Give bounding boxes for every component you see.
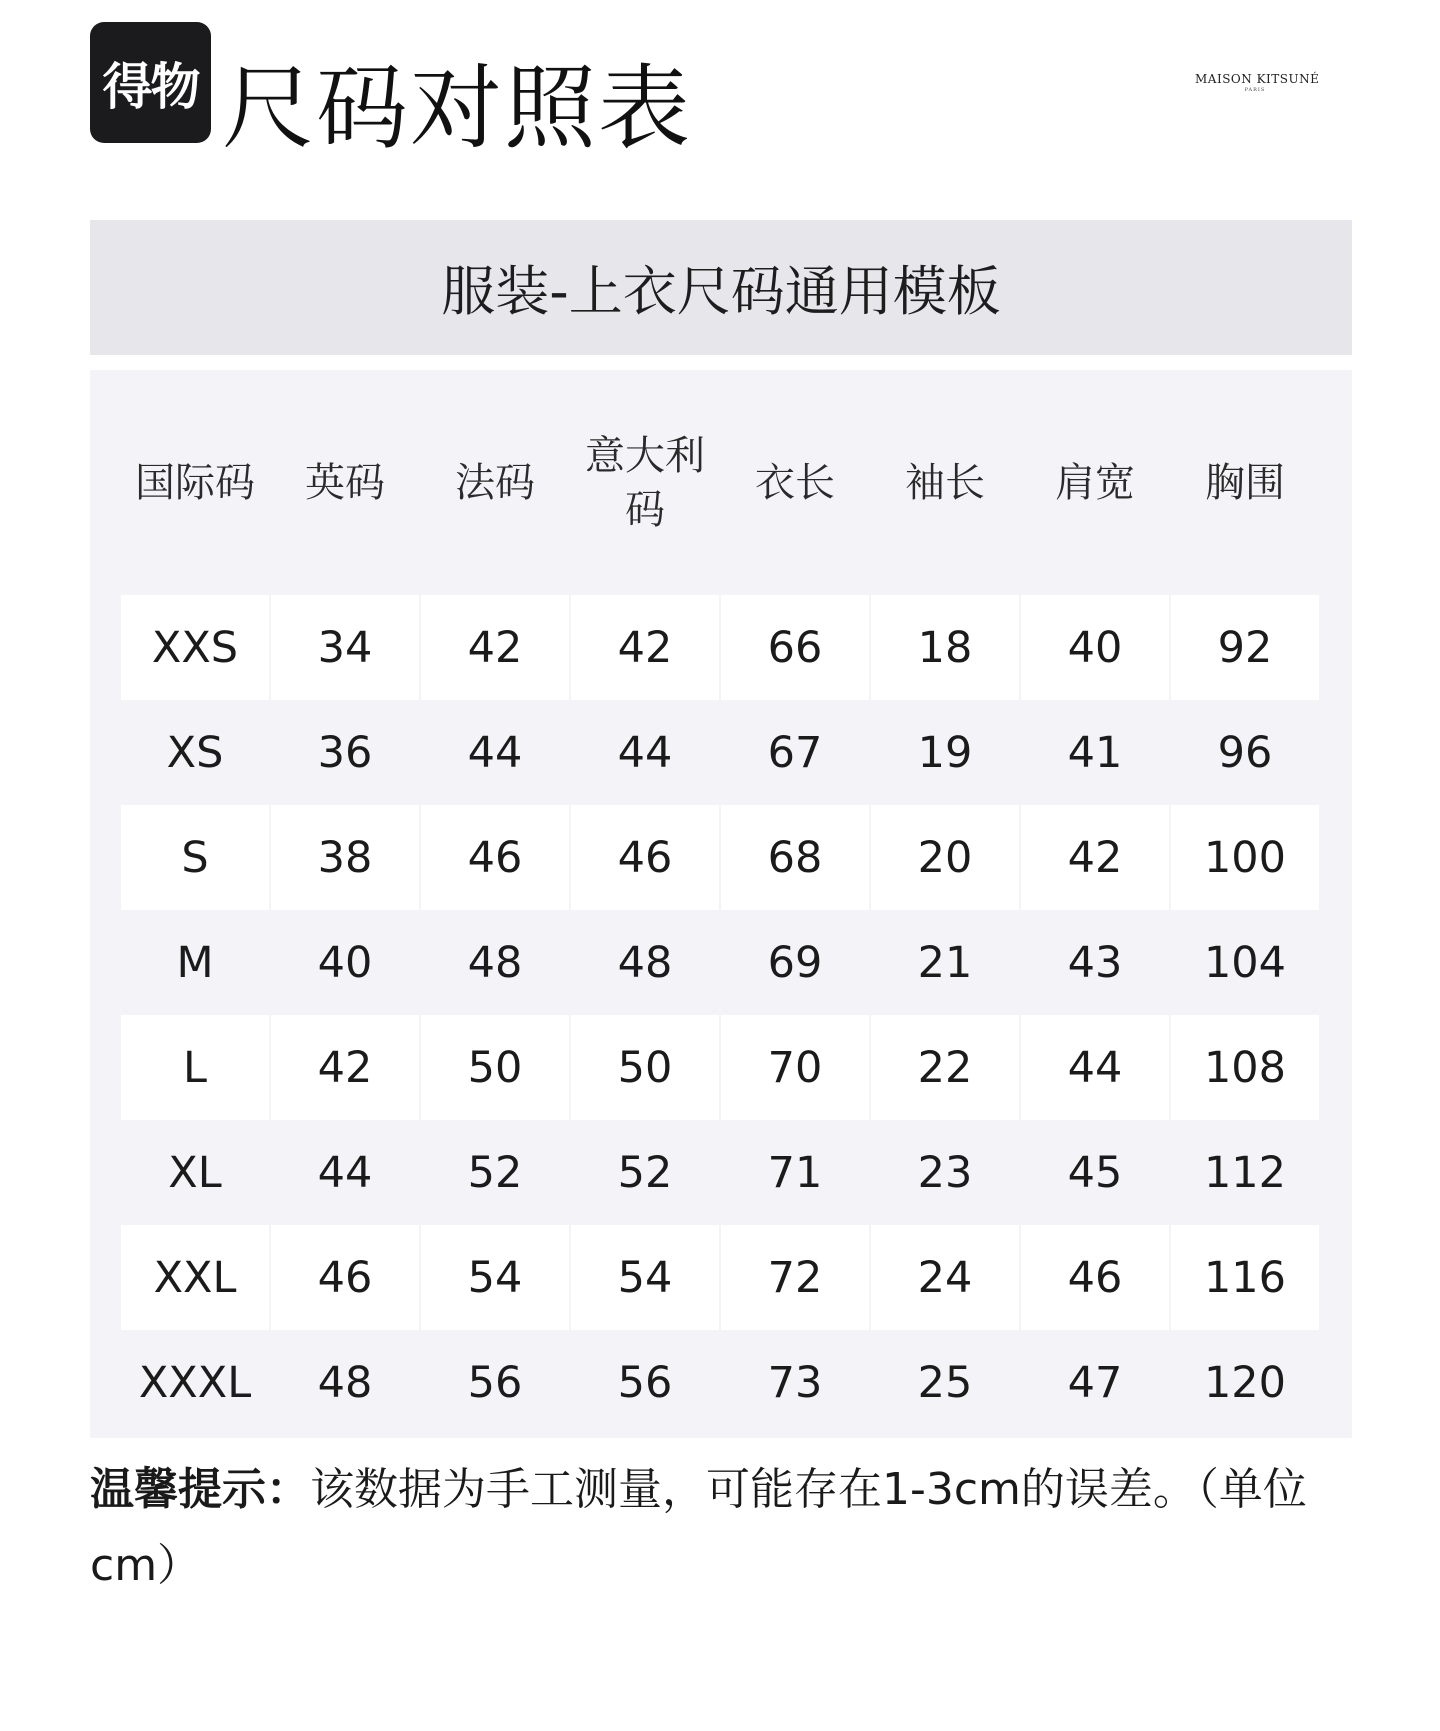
table-cell: 52	[467, 1147, 523, 1198]
table-cell: 36	[317, 727, 373, 778]
app-logo-badge	[90, 22, 211, 143]
table-cell: XL	[168, 1147, 222, 1198]
table-cell: L	[121, 1015, 269, 1120]
table-cell: 42	[271, 1015, 419, 1120]
measurement-note	[90, 1452, 1352, 1604]
table-row	[120, 1015, 1320, 1120]
app-logo-text: 得物	[102, 57, 199, 116]
table-cell: 44	[1021, 1015, 1169, 1120]
table-cell: XS	[166, 727, 224, 778]
table-cell: 56	[467, 1357, 523, 1408]
table-cell: 116	[1171, 1225, 1319, 1330]
table-cell: 67	[767, 727, 823, 778]
note-label: 温馨提示：	[90, 1464, 310, 1515]
column-header	[270, 370, 420, 595]
table-cell: XXXL	[138, 1357, 252, 1408]
table-cell: 72	[721, 1225, 869, 1330]
table-cell: 104	[1203, 937, 1287, 988]
table-cell: 100	[1171, 805, 1319, 910]
column-header-label: 胸围	[1205, 459, 1285, 506]
table-cell: 68	[721, 805, 869, 910]
brand-logo	[1195, 72, 1320, 93]
column-header-label: 法码	[455, 459, 535, 506]
table-cell: 46	[421, 805, 569, 910]
table-cell: S	[121, 805, 269, 910]
table-cell: 24	[871, 1225, 1019, 1330]
table-cell: 52	[617, 1147, 673, 1198]
table-cell: 18	[871, 595, 1019, 700]
column-header	[570, 370, 720, 595]
table-cell: 70	[721, 1015, 869, 1120]
table-row	[120, 910, 1320, 1015]
note-text: 该数据为手工测量，可能存在1-3cm的误差。（单位cm）	[90, 1464, 1307, 1591]
size-table-rows	[120, 595, 1320, 1435]
table-row	[120, 595, 1320, 700]
table-cell: 20	[871, 805, 1019, 910]
table-cell: 42	[1021, 805, 1169, 910]
table-cell: 54	[421, 1225, 569, 1330]
table-cell: 45	[1067, 1147, 1123, 1198]
table-cell: 50	[421, 1015, 569, 1120]
column-header	[120, 370, 270, 595]
brand-subtitle: PARIS	[1244, 87, 1266, 93]
table-cell: XXS	[121, 595, 269, 700]
table-cell: 47	[1067, 1357, 1123, 1408]
table-cell: 54	[571, 1225, 719, 1330]
size-table-banner	[90, 220, 1352, 355]
table-cell: 21	[917, 937, 973, 988]
column-header-label: 国际码	[135, 459, 255, 506]
table-cell: 25	[917, 1357, 973, 1408]
column-header-label: 衣长	[755, 459, 835, 506]
column-header	[1170, 370, 1320, 595]
table-row	[120, 1330, 1320, 1435]
table-cell: 44	[317, 1147, 373, 1198]
size-table	[90, 370, 1352, 1438]
table-cell: 41	[1067, 727, 1123, 778]
table-cell: 34	[271, 595, 419, 700]
table-cell: 46	[571, 805, 719, 910]
table-cell: 48	[317, 1357, 373, 1408]
table-cell: 71	[767, 1147, 823, 1198]
table-cell: 40	[317, 937, 373, 988]
table-cell: 22	[871, 1015, 1019, 1120]
table-row	[120, 700, 1320, 805]
column-header-label: 意大利码	[585, 432, 705, 533]
table-cell: 73	[767, 1357, 823, 1408]
column-header-label: 肩宽	[1055, 459, 1135, 506]
table-row	[120, 805, 1320, 910]
column-header-label: 英码	[305, 459, 385, 506]
table-cell: 69	[767, 937, 823, 988]
table-cell: 56	[617, 1357, 673, 1408]
table-cell: 44	[617, 727, 673, 778]
table-cell: 38	[271, 805, 419, 910]
page-title: 尺码对照表	[222, 55, 693, 162]
column-header	[1020, 370, 1170, 595]
table-cell: M	[176, 937, 214, 988]
table-cell: 43	[1067, 937, 1123, 988]
column-header	[720, 370, 870, 595]
table-cell: 42	[421, 595, 569, 700]
table-cell: 19	[917, 727, 973, 778]
table-cell: 120	[1203, 1357, 1287, 1408]
table-cell: 108	[1171, 1015, 1319, 1120]
table-row	[120, 1225, 1320, 1330]
table-cell: XXL	[121, 1225, 269, 1330]
table-cell: 66	[721, 595, 869, 700]
size-table-title: 服装-上衣尺码通用模板	[441, 260, 1001, 323]
table-cell: 46	[271, 1225, 419, 1330]
table-cell: 40	[1021, 595, 1169, 700]
table-cell: 112	[1203, 1147, 1287, 1198]
column-header	[420, 370, 570, 595]
table-cell: 92	[1171, 595, 1319, 700]
column-header-label: 袖长	[905, 459, 985, 506]
brand-name: MAISON KITSUNÉ	[1195, 72, 1320, 86]
table-cell: 50	[571, 1015, 719, 1120]
table-cell: 46	[1021, 1225, 1169, 1330]
table-row	[120, 1120, 1320, 1225]
size-table-header-row	[120, 370, 1320, 595]
table-cell: 23	[917, 1147, 973, 1198]
table-cell: 42	[571, 595, 719, 700]
table-cell: 96	[1217, 727, 1273, 778]
table-cell: 48	[617, 937, 673, 988]
table-cell: 44	[467, 727, 523, 778]
column-header	[870, 370, 1020, 595]
table-cell: 48	[467, 937, 523, 988]
